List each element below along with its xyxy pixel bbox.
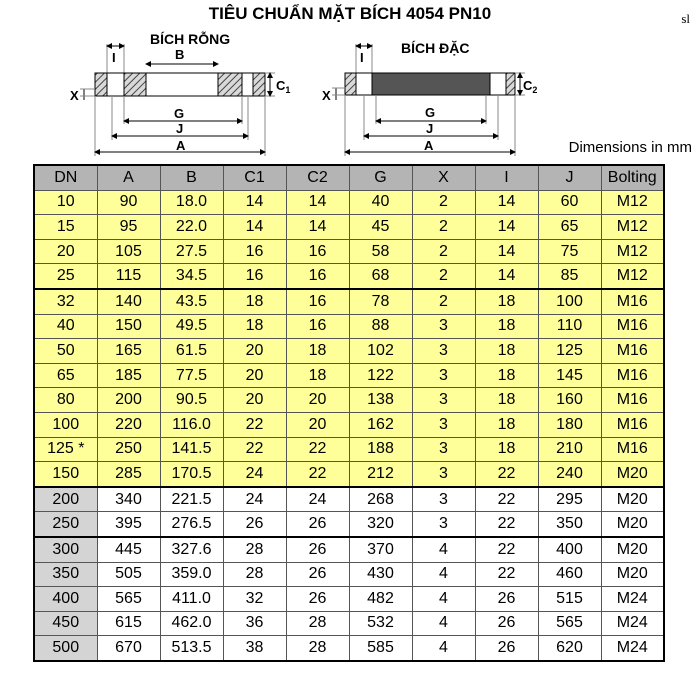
cell-b: 49.5 [160, 314, 223, 339]
cell-x: 3 [412, 437, 475, 462]
cell-a: 95 [97, 215, 160, 240]
table-row [34, 562, 664, 587]
cell-x: 2 [412, 264, 475, 289]
cell-i: 22 [475, 562, 538, 587]
cell-b: 27.5 [160, 239, 223, 264]
cell-dn: 15 [34, 215, 97, 240]
cell-b: 411.0 [160, 587, 223, 612]
cell-c1: 20 [223, 339, 286, 364]
cell-i: 18 [475, 437, 538, 462]
table-row [34, 437, 664, 462]
cell-b: 276.5 [160, 512, 223, 537]
cell-c2: 16 [286, 264, 349, 289]
page-title: TIÊU CHUẨN MẶT BÍCH 4054 PN10 [208, 4, 492, 23]
dim-A-left: A [176, 138, 186, 153]
col-header-j: J [538, 165, 601, 190]
cell-x: 3 [412, 388, 475, 413]
cell-x: 4 [412, 587, 475, 612]
cell-dn: 100 [34, 412, 97, 437]
cell-b: 77.5 [160, 363, 223, 388]
table-row [34, 388, 664, 413]
cell-c1: 18 [223, 314, 286, 339]
cell-g: 45 [349, 215, 412, 240]
cell-bolting: M12 [601, 264, 664, 289]
cell-b: 43.5 [160, 289, 223, 314]
cell-a: 185 [97, 363, 160, 388]
cell-j: 110 [538, 314, 601, 339]
cell-a: 165 [97, 339, 160, 364]
cell-dn: 25 [34, 264, 97, 289]
cell-bolting: M12 [601, 215, 664, 240]
cell-c1: 38 [223, 636, 286, 661]
cell-dn: 500 [34, 636, 97, 661]
cell-g: 40 [349, 190, 412, 215]
corner-mark: sl [681, 11, 690, 26]
table-row [34, 363, 664, 388]
cell-j: 125 [538, 339, 601, 364]
table-row [34, 636, 664, 661]
cell-g: 430 [349, 562, 412, 587]
cell-g: 138 [349, 388, 412, 413]
cell-x: 4 [412, 537, 475, 562]
table-row [34, 537, 664, 562]
dim-I-right: I [360, 50, 364, 65]
cell-c1: 26 [223, 512, 286, 537]
cell-g: 320 [349, 512, 412, 537]
cell-g: 268 [349, 487, 412, 512]
dim-A-right: A [424, 138, 434, 153]
solid-flange-diagram [322, 40, 537, 156]
cell-c1: 36 [223, 611, 286, 636]
cell-dn: 10 [34, 190, 97, 215]
cell-c1: 28 [223, 537, 286, 562]
cell-i: 22 [475, 487, 538, 512]
cell-dn: 350 [34, 562, 97, 587]
cell-j: 515 [538, 587, 601, 612]
cell-dn: 150 [34, 462, 97, 487]
cell-i: 18 [475, 289, 538, 314]
cell-i: 22 [475, 537, 538, 562]
cell-j: 240 [538, 462, 601, 487]
cell-b: 22.0 [160, 215, 223, 240]
cell-c2: 26 [286, 537, 349, 562]
cell-c2: 20 [286, 388, 349, 413]
cell-c2: 16 [286, 289, 349, 314]
cell-g: 532 [349, 611, 412, 636]
cell-a: 340 [97, 487, 160, 512]
cell-b: 61.5 [160, 339, 223, 364]
col-header-i: I [475, 165, 538, 190]
solid-flange-label: BÍCH ĐẶC [401, 40, 470, 56]
cell-j: 60 [538, 190, 601, 215]
cell-dn: 32 [34, 289, 97, 314]
cell-i: 14 [475, 190, 538, 215]
dim-G-left: G [174, 106, 185, 121]
cell-dn: 80 [34, 388, 97, 413]
cell-a: 200 [97, 388, 160, 413]
cell-c1: 32 [223, 587, 286, 612]
cell-g: 585 [349, 636, 412, 661]
cell-j: 160 [538, 388, 601, 413]
table-row [34, 215, 664, 240]
cell-c2: 26 [286, 587, 349, 612]
col-header-c1: C1 [223, 165, 286, 190]
cell-i: 26 [475, 611, 538, 636]
cell-x: 3 [412, 314, 475, 339]
cell-x: 2 [412, 239, 475, 264]
cell-j: 565 [538, 611, 601, 636]
cell-c2: 16 [286, 314, 349, 339]
cell-j: 210 [538, 437, 601, 462]
cell-g: 212 [349, 462, 412, 487]
cell-b: 513.5 [160, 636, 223, 661]
table-row [34, 264, 664, 289]
cell-c1: 16 [223, 239, 286, 264]
cell-bolting: M12 [601, 239, 664, 264]
hollow-flange-diagram [70, 30, 290, 156]
cell-i: 26 [475, 636, 538, 661]
dim-J-left: J [176, 121, 184, 136]
dim-J-right: J [426, 121, 434, 136]
cell-i: 14 [475, 264, 538, 289]
cell-c2: 18 [286, 363, 349, 388]
table-row [34, 611, 664, 636]
cell-a: 115 [97, 264, 160, 289]
col-header-x: X [412, 165, 475, 190]
cell-b: 141.5 [160, 437, 223, 462]
col-header-a: A [97, 165, 160, 190]
table-row [34, 314, 664, 339]
cell-bolting: M24 [601, 611, 664, 636]
cell-a: 505 [97, 562, 160, 587]
cell-j: 620 [538, 636, 601, 661]
col-header-g: G [349, 165, 412, 190]
cell-b: 359.0 [160, 562, 223, 587]
table-row [34, 587, 664, 612]
cell-bolting: M24 [601, 636, 664, 661]
cell-dn: 20 [34, 239, 97, 264]
cell-j: 180 [538, 412, 601, 437]
cell-i: 18 [475, 339, 538, 364]
cell-c1: 20 [223, 363, 286, 388]
cell-j: 350 [538, 512, 601, 537]
cell-j: 400 [538, 537, 601, 562]
cell-c2: 26 [286, 562, 349, 587]
cell-c2: 14 [286, 215, 349, 240]
cell-b: 18.0 [160, 190, 223, 215]
dim-I-left: I [112, 50, 116, 65]
cell-c1: 22 [223, 437, 286, 462]
cell-c1: 14 [223, 190, 286, 215]
cell-g: 122 [349, 363, 412, 388]
cell-dn: 250 [34, 512, 97, 537]
cell-a: 670 [97, 636, 160, 661]
dim-G-right: G [425, 105, 436, 120]
cell-j: 295 [538, 487, 601, 512]
cell-a: 285 [97, 462, 160, 487]
cell-c1: 24 [223, 487, 286, 512]
cell-c1: 28 [223, 562, 286, 587]
cell-dn: 65 [34, 363, 97, 388]
cell-x: 4 [412, 562, 475, 587]
cell-b: 327.6 [160, 537, 223, 562]
cell-dn: 300 [34, 537, 97, 562]
cell-i: 18 [475, 412, 538, 437]
cell-i: 14 [475, 215, 538, 240]
cell-i: 26 [475, 587, 538, 612]
cell-bolting: M16 [601, 314, 664, 339]
cell-g: 88 [349, 314, 412, 339]
cell-c1: 18 [223, 289, 286, 314]
cell-a: 140 [97, 289, 160, 314]
table-row [34, 487, 664, 512]
cell-bolting: M20 [601, 537, 664, 562]
dim-B-left: B [175, 47, 185, 62]
cell-x: 3 [412, 512, 475, 537]
table-row [34, 412, 664, 437]
cell-bolting: M16 [601, 363, 664, 388]
cell-a: 150 [97, 314, 160, 339]
cell-c2: 28 [286, 636, 349, 661]
table-row [34, 190, 664, 215]
cell-bolting: M12 [601, 190, 664, 215]
table-header-row [34, 165, 664, 190]
table-row [34, 462, 664, 487]
cell-c2: 16 [286, 239, 349, 264]
dim-C2-right: $C_2$ [523, 78, 538, 95]
cell-bolting: M20 [601, 487, 664, 512]
cell-j: 75 [538, 239, 601, 264]
cell-a: 220 [97, 412, 160, 437]
cell-c2: 22 [286, 437, 349, 462]
cell-bolting: M16 [601, 412, 664, 437]
cell-a: 105 [97, 239, 160, 264]
cell-x: 3 [412, 487, 475, 512]
table-row [34, 512, 664, 537]
cell-g: 78 [349, 289, 412, 314]
table-row [34, 289, 664, 314]
cell-c2: 18 [286, 339, 349, 364]
cell-c2: 22 [286, 462, 349, 487]
cell-x: 3 [412, 462, 475, 487]
cell-i: 22 [475, 462, 538, 487]
hollow-flange-label: BÍCH RỖNG [150, 31, 231, 47]
cell-j: 460 [538, 562, 601, 587]
cell-a: 445 [97, 537, 160, 562]
cell-b: 116.0 [160, 412, 223, 437]
col-header-dn: DN [34, 165, 97, 190]
col-header-b: B [160, 165, 223, 190]
table-row [34, 339, 664, 364]
cell-bolting: M20 [601, 462, 664, 487]
cell-x: 2 [412, 190, 475, 215]
cell-b: 462.0 [160, 611, 223, 636]
col-header-c2: C2 [286, 165, 349, 190]
cell-c2: 20 [286, 412, 349, 437]
cell-g: 370 [349, 537, 412, 562]
flange-diagrams [0, 0, 700, 162]
cell-dn: 200 [34, 487, 97, 512]
cell-bolting: M16 [601, 388, 664, 413]
table-row [34, 239, 664, 264]
cell-dn: 50 [34, 339, 97, 364]
cell-g: 482 [349, 587, 412, 612]
cell-x: 2 [412, 289, 475, 314]
cell-dn: 125 * [34, 437, 97, 462]
dim-C1-left: $C_1$ [276, 78, 291, 95]
cell-j: 65 [538, 215, 601, 240]
cell-i: 18 [475, 314, 538, 339]
units-note: Dimensions in mm [568, 139, 692, 156]
cell-g: 58 [349, 239, 412, 264]
cell-x: 4 [412, 636, 475, 661]
cell-a: 395 [97, 512, 160, 537]
cell-c1: 22 [223, 412, 286, 437]
cell-c1: 14 [223, 215, 286, 240]
cell-bolting: M16 [601, 339, 664, 364]
cell-x: 2 [412, 215, 475, 240]
cell-x: 3 [412, 363, 475, 388]
cell-x: 3 [412, 339, 475, 364]
cell-c1: 16 [223, 264, 286, 289]
cell-b: 170.5 [160, 462, 223, 487]
cell-bolting: M16 [601, 437, 664, 462]
cell-c1: 20 [223, 388, 286, 413]
cell-a: 615 [97, 611, 160, 636]
cell-i: 14 [475, 239, 538, 264]
cell-i: 18 [475, 363, 538, 388]
dim-X-right: X [322, 88, 331, 103]
cell-c2: 24 [286, 487, 349, 512]
cell-c2: 28 [286, 611, 349, 636]
cell-a: 250 [97, 437, 160, 462]
cell-g: 102 [349, 339, 412, 364]
cell-bolting: M20 [601, 562, 664, 587]
cell-b: 221.5 [160, 487, 223, 512]
flange-dimensions-table [33, 164, 665, 662]
cell-i: 18 [475, 388, 538, 413]
cell-j: 100 [538, 289, 601, 314]
cell-g: 162 [349, 412, 412, 437]
dim-X-left: X [70, 88, 79, 103]
cell-c2: 14 [286, 190, 349, 215]
cell-j: 145 [538, 363, 601, 388]
cell-x: 3 [412, 412, 475, 437]
cell-bolting: M20 [601, 512, 664, 537]
cell-b: 34.5 [160, 264, 223, 289]
cell-g: 188 [349, 437, 412, 462]
cell-a: 90 [97, 190, 160, 215]
cell-a: 565 [97, 587, 160, 612]
cell-x: 4 [412, 611, 475, 636]
cell-dn: 450 [34, 611, 97, 636]
cell-dn: 400 [34, 587, 97, 612]
cell-g: 68 [349, 264, 412, 289]
cell-c2: 26 [286, 512, 349, 537]
cell-b: 90.5 [160, 388, 223, 413]
col-header-bolting: Bolting [601, 165, 664, 190]
cell-i: 22 [475, 512, 538, 537]
cell-dn: 40 [34, 314, 97, 339]
cell-c1: 24 [223, 462, 286, 487]
cell-j: 85 [538, 264, 601, 289]
cell-bolting: M24 [601, 587, 664, 612]
cell-bolting: M16 [601, 289, 664, 314]
